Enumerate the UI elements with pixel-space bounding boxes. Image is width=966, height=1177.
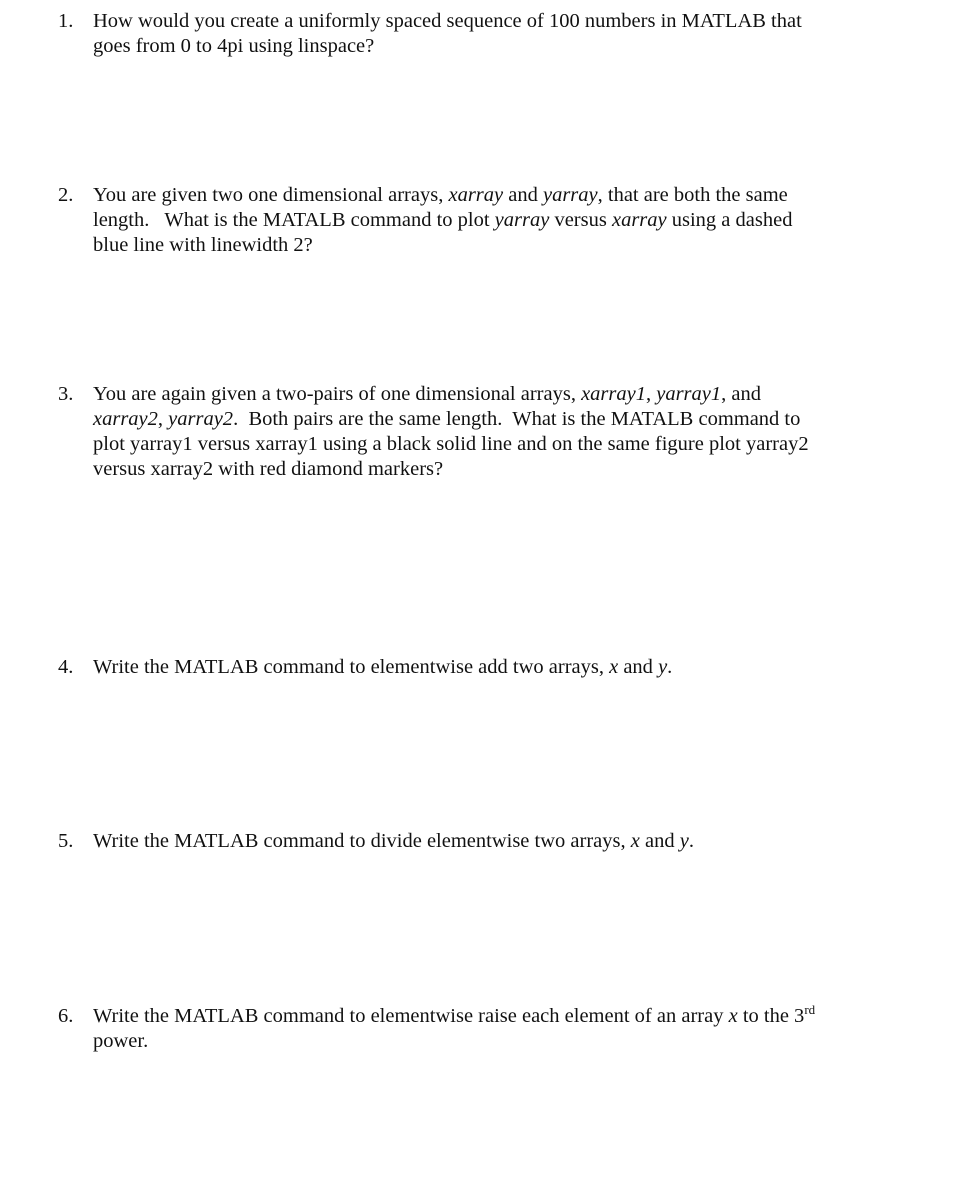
question-3-line-2: xarray2, yarray2. Both pairs are the same length. What is the MATALB command to [93,408,801,430]
question-6 [58,1004,858,1054]
question-6-text [93,1004,858,1054]
question-2 [58,183,858,258]
question-5-line-1: Write the MATLAB command to divide elementwise two arrays, x and y. [93,830,694,852]
question-5-number: 5. [58,830,74,852]
question-1 [58,9,858,59]
question-3-text [93,382,858,482]
question-2-text [93,183,858,258]
question-1-text [93,9,858,59]
question-1-line-1: How would you create a uniformly spaced sequence of 100 numbers in MATLAB that [93,10,802,32]
question-2-number: 2. [58,184,74,206]
question-2-line-2: length. What is the MATALB command to plot yarray versus xarray using a dashed [93,209,793,231]
question-5 [58,829,858,854]
question-4-line-1: Write the MATLAB command to elementwise add two arrays, x and y. [93,656,673,678]
question-3-line-1: You are again given a two-pairs of one dimensional arrays, xarray1, yarray1, and [93,383,761,405]
question-4 [58,655,858,680]
question-5-text [93,829,858,854]
question-1-line-2: goes from 0 to 4pi using linspace? [93,35,375,57]
question-2-line-3: blue line with linewidth 2? [93,234,313,256]
question-6-line-2: power. [93,1030,149,1052]
question-3 [58,382,858,482]
question-3-line-3: plot yarray1 versus xarray1 using a black solid line and on the same figure plot yarray2 [93,433,809,455]
question-2-line-1: You are given two one dimensional arrays, xarray and yarray, that are both the same [93,184,788,206]
ordinal-suffix: rd [804,1002,816,1017]
question-6-line-1: Write the MATLAB command to elementwise raise each element of an array x to the 3rd [93,1002,816,1027]
question-4-text [93,655,858,680]
question-6-number: 6. [58,1005,74,1027]
question-3-line-4: versus xarray2 with red diamond markers? [93,458,444,480]
question-3-number: 3. [58,383,74,405]
question-4-number: 4. [58,656,74,678]
question-1-number: 1. [58,10,74,32]
